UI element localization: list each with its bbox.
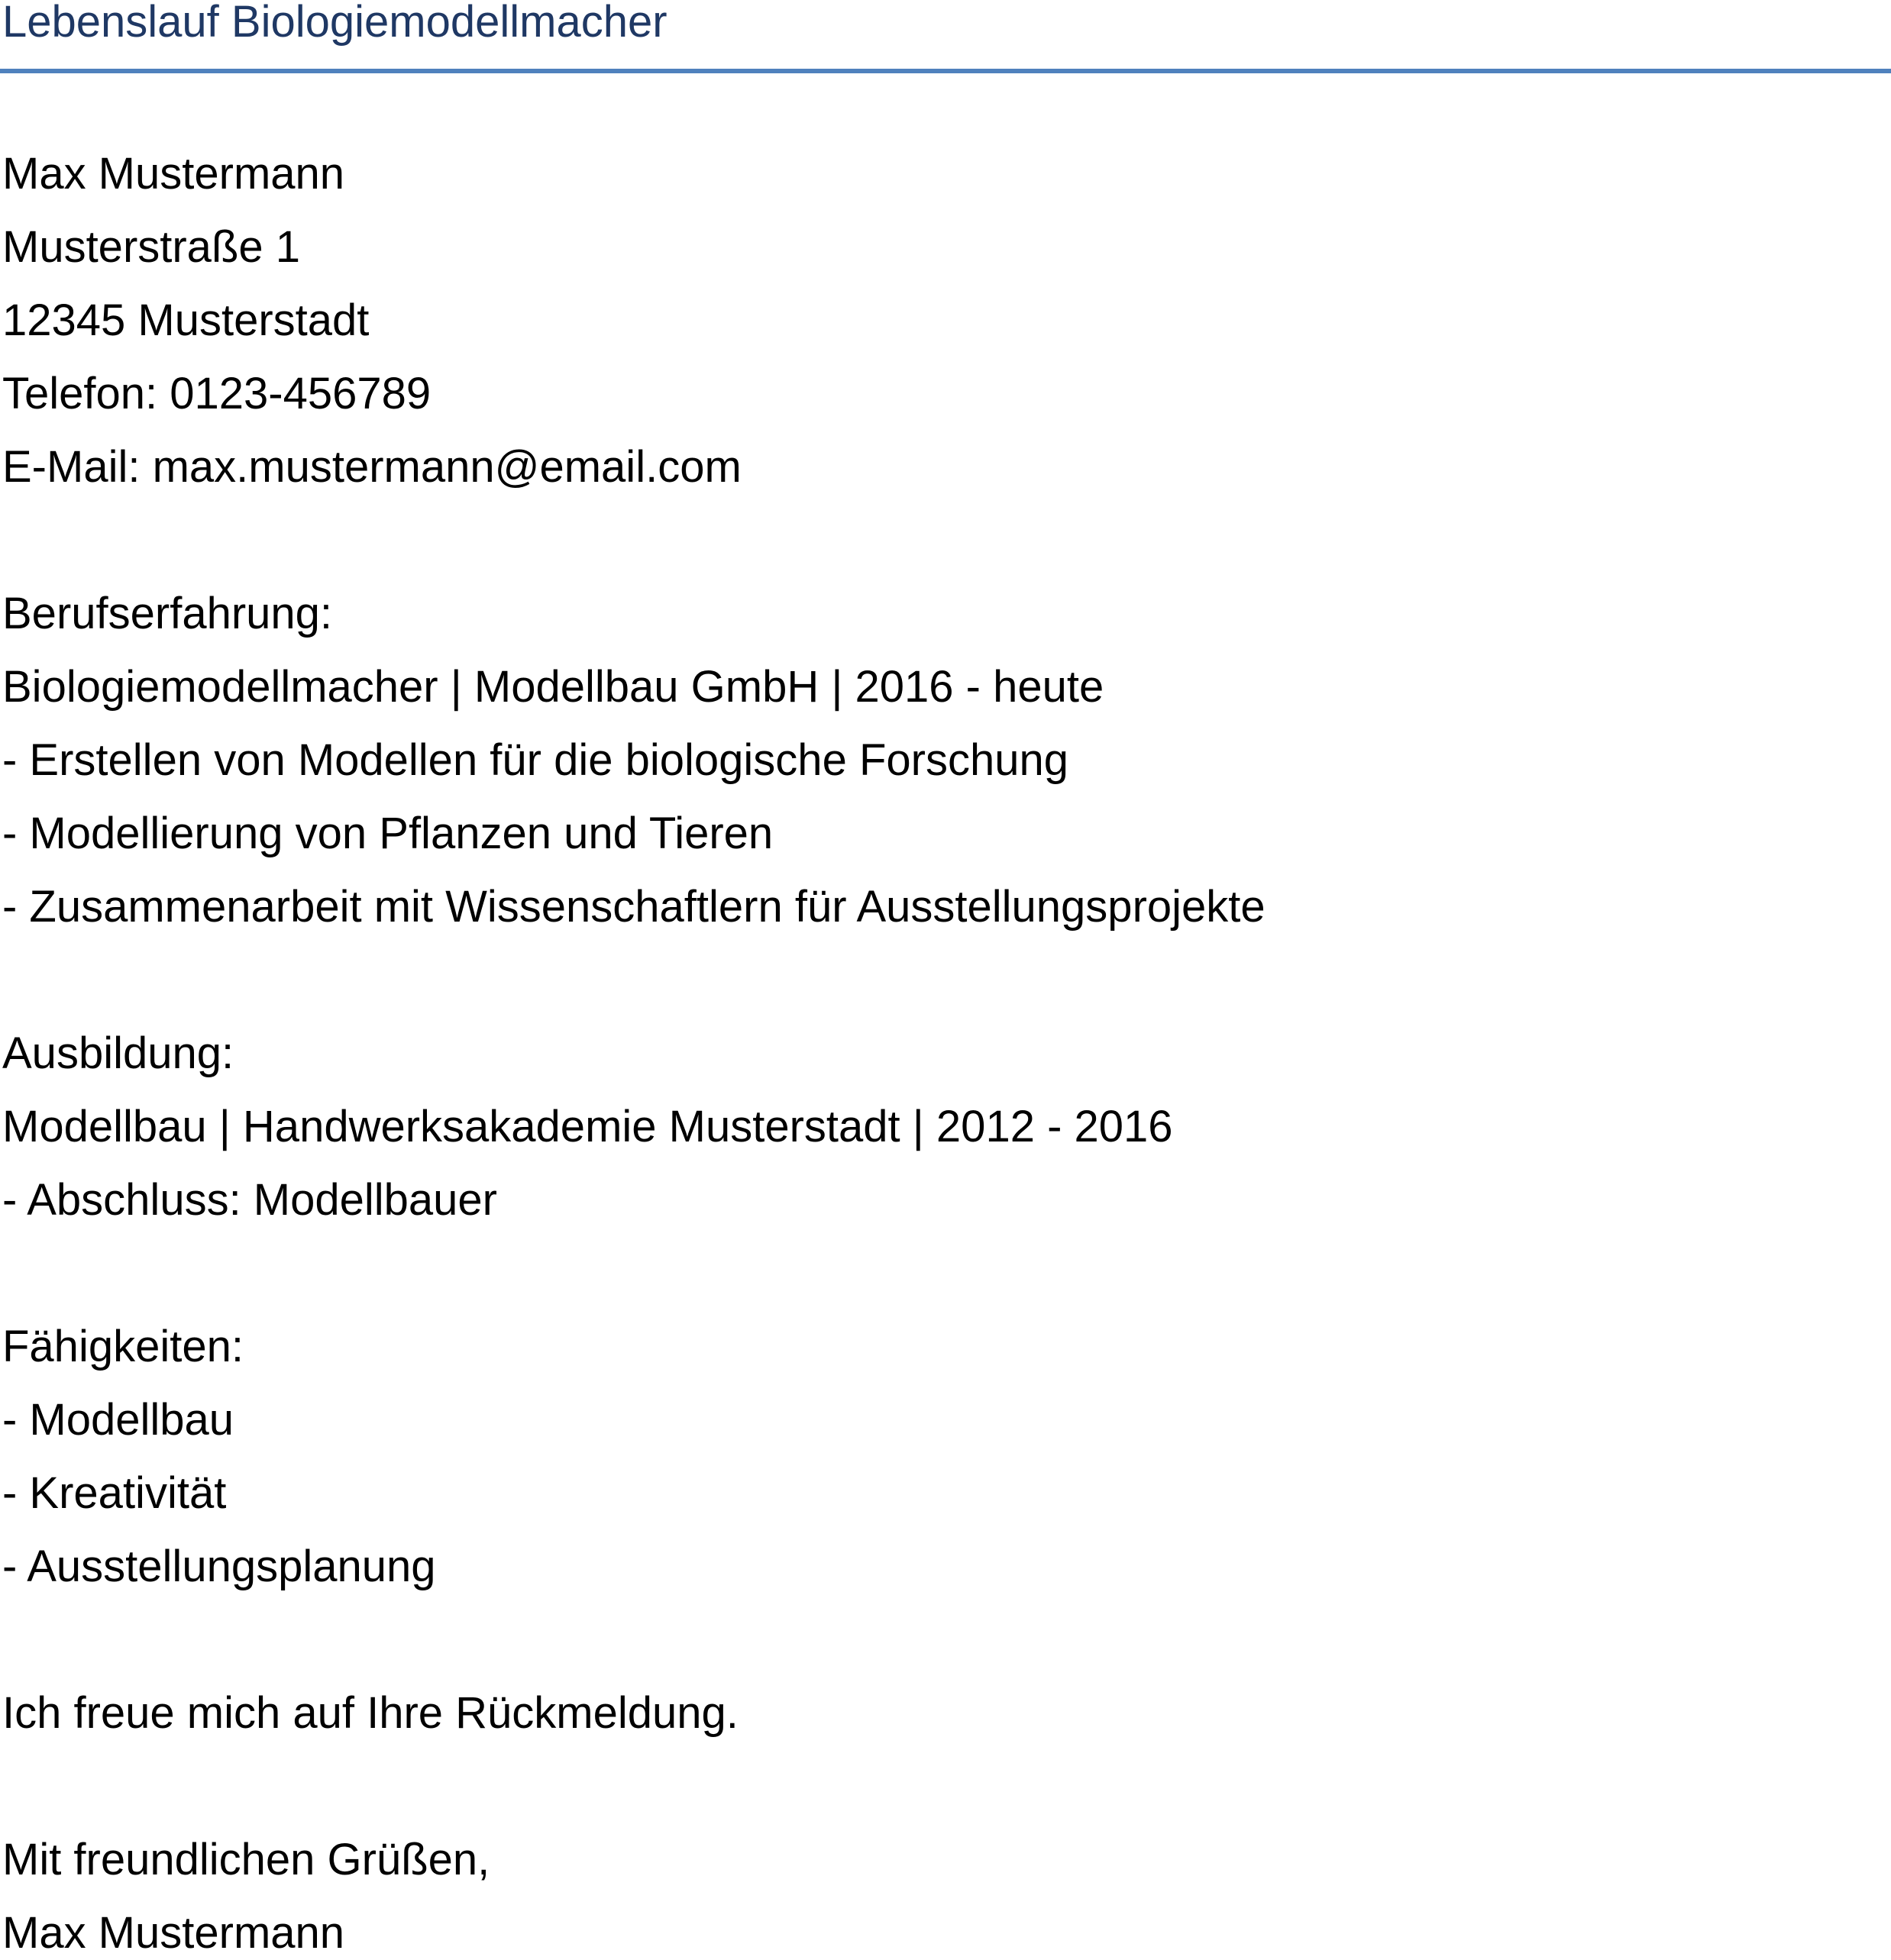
contact-name: Max Mustermann xyxy=(2,149,345,199)
contact-phone: Telefon: 0123-456789 xyxy=(2,369,432,418)
experience-bullet: - Zusammenarbeit mit Wissenschaftlern für Ausstellungsprojekte xyxy=(2,882,1266,932)
skills-heading: Fähigkeiten: xyxy=(2,1322,244,1371)
experience-heading: Berufserfahrung: xyxy=(2,589,333,638)
contact-street: Musterstraße 1 xyxy=(2,222,300,272)
experience-bullet: - Erstellen von Modellen für die biologische Forschung xyxy=(2,735,1068,785)
skills-bullet: - Modellbau xyxy=(2,1395,234,1445)
title-divider xyxy=(0,69,1891,73)
education-program: Modellbau | Handwerksakademie Musterstadt | 2012 - 2016 xyxy=(2,1102,1173,1151)
contact-city: 12345 Musterstadt xyxy=(2,295,370,345)
document-title: Lebenslauf Biologiemodellmacher xyxy=(2,0,668,47)
experience-position: Biologiemodellmacher | Modellbau GmbH | 2016 - heute xyxy=(2,662,1104,712)
experience-bullet: - Modellierung von Pflanzen und Tieren xyxy=(2,809,774,858)
skills-bullet: - Kreativität xyxy=(2,1468,227,1518)
skills-bullet: - Ausstellungsplanung xyxy=(2,1542,436,1591)
education-bullet: - Abschluss: Modellbauer xyxy=(2,1175,497,1225)
signature-name: Max Mustermann xyxy=(2,1908,345,1958)
closing-line: Ich freue mich auf Ihre Rückmeldung. xyxy=(2,1688,739,1738)
education-heading: Ausbildung: xyxy=(2,1028,234,1078)
contact-email: E-Mail: max.mustermann@email.com xyxy=(2,442,742,492)
salutation: Mit freundlichen Grüßen, xyxy=(2,1835,490,1884)
